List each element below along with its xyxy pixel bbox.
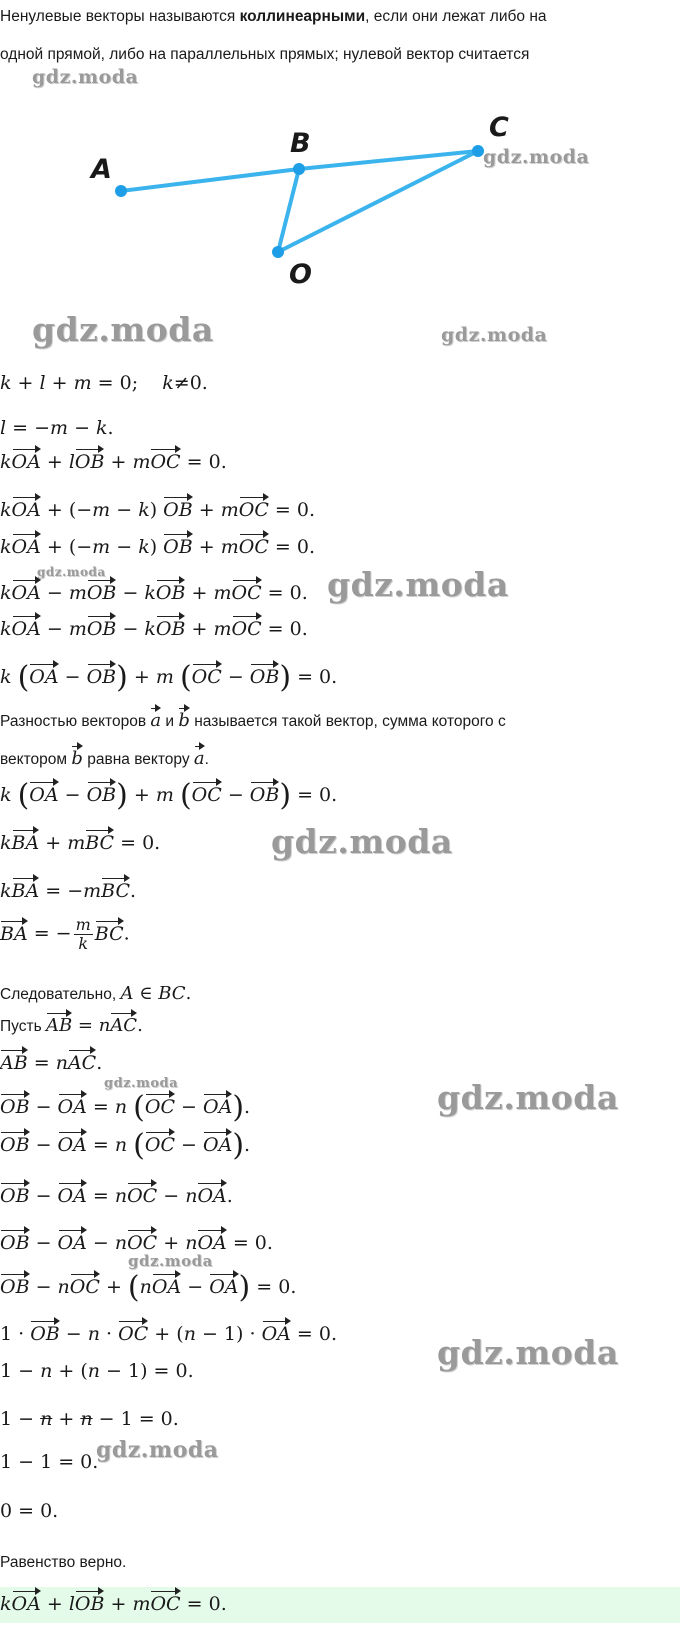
equation-1: k + l + m = 0; k≠0. bbox=[0, 372, 208, 394]
watermark: gdz.moda bbox=[32, 310, 214, 349]
point-a bbox=[115, 185, 127, 197]
watermark: gdz.moda bbox=[96, 1437, 219, 1463]
equation-10: kBA + mBC = 0. bbox=[0, 832, 161, 854]
equation-14: OB − OA = n (OC − OA). bbox=[0, 1090, 251, 1125]
equation-19: 1 · OB − n · OC + (n − 1) · OA = 0. bbox=[0, 1323, 338, 1345]
equation-17: OB − OA − nOC + nOA = 0. bbox=[0, 1232, 273, 1254]
equation-5: kOA + (−m − k) OB + mOC = 0. bbox=[0, 536, 316, 558]
verification-text: Равенство верно. bbox=[0, 1554, 127, 1571]
intro-line-1: Ненулевые векторы называются коллинеарными, если они лежат либо на bbox=[0, 8, 547, 25]
term-collinear: коллинеарными bbox=[239, 8, 366, 25]
equation-18: OB − nOC + (nOA − OA) = 0. bbox=[0, 1270, 297, 1305]
equation-4: kOA + (−m − k) OB + mOC = 0. bbox=[0, 499, 316, 521]
equation-22: 1 − 1 = 0. bbox=[0, 1451, 99, 1473]
segment-ab bbox=[121, 169, 299, 191]
watermark: gdz.moda bbox=[437, 1078, 619, 1117]
equation-23: 0 = 0. bbox=[0, 1500, 59, 1522]
watermark: gdz.moda bbox=[327, 565, 509, 604]
equation-8: k (OA − OB) + m (OC − OB) = 0. bbox=[0, 660, 338, 695]
watermark: gdz.moda bbox=[32, 66, 139, 88]
assumption-line: Пусть AB = nAC. bbox=[0, 1015, 143, 1036]
triangle-diagram bbox=[0, 100, 680, 300]
equation-15: OB − OA = n (OC − OA). bbox=[0, 1128, 251, 1163]
equation-20: 1 − n + (n − 1) = 0. bbox=[0, 1360, 194, 1382]
difference-definition-line-1: Разностью векторов a и b называется такой вектор, сумма которого с bbox=[0, 710, 506, 731]
equation-16: OB − OA = nOC − nOA. bbox=[0, 1185, 233, 1207]
equation-2: l = −m − k. bbox=[0, 417, 114, 439]
difference-definition-line-2: вектором b равна вектору a. bbox=[0, 748, 209, 769]
point-o bbox=[272, 246, 284, 258]
label-a: A bbox=[91, 154, 112, 185]
watermark: gdz.moda bbox=[128, 1252, 213, 1270]
intro-line-2: одной прямой, либо на параллельных прямых; нулевой вектор считается bbox=[0, 46, 530, 63]
equation-13: AB = nAC. bbox=[0, 1052, 103, 1074]
watermark: gdz.moda bbox=[37, 565, 106, 579]
watermark: gdz.moda bbox=[437, 1333, 619, 1372]
equation-21: 1 − n + n − 1 = 0. bbox=[0, 1408, 179, 1430]
equation-9: k (OA − OB) + m (OC − OB) = 0. bbox=[0, 778, 338, 813]
point-b bbox=[293, 163, 305, 175]
label-o: O bbox=[289, 259, 312, 290]
segment-bo bbox=[278, 169, 299, 252]
watermark: gdz.moda bbox=[271, 822, 453, 861]
equation-3: kOA + lOB + mOC = 0. bbox=[0, 451, 227, 473]
equation-6: kOA − mOB − kOB + mOC = 0. bbox=[0, 582, 308, 604]
watermark: gdz.moda bbox=[441, 324, 548, 346]
equation-11: kBA = −mBC. bbox=[0, 880, 137, 902]
final-answer: kOA + lOB + mOC = 0. bbox=[0, 1593, 227, 1615]
label-b: B bbox=[290, 128, 311, 159]
watermark: gdz.moda bbox=[104, 1076, 179, 1091]
label-c: C bbox=[489, 112, 509, 143]
equation-12: BA = − $\frac{m}{k}$ BC. bbox=[0, 915, 130, 953]
watermark: gdz.moda bbox=[483, 146, 590, 168]
conclusion-line: Следовательно, A ∈ BC. bbox=[0, 983, 192, 1004]
equation-7: kOA − mOB − kOB + mOC = 0. bbox=[0, 618, 308, 640]
